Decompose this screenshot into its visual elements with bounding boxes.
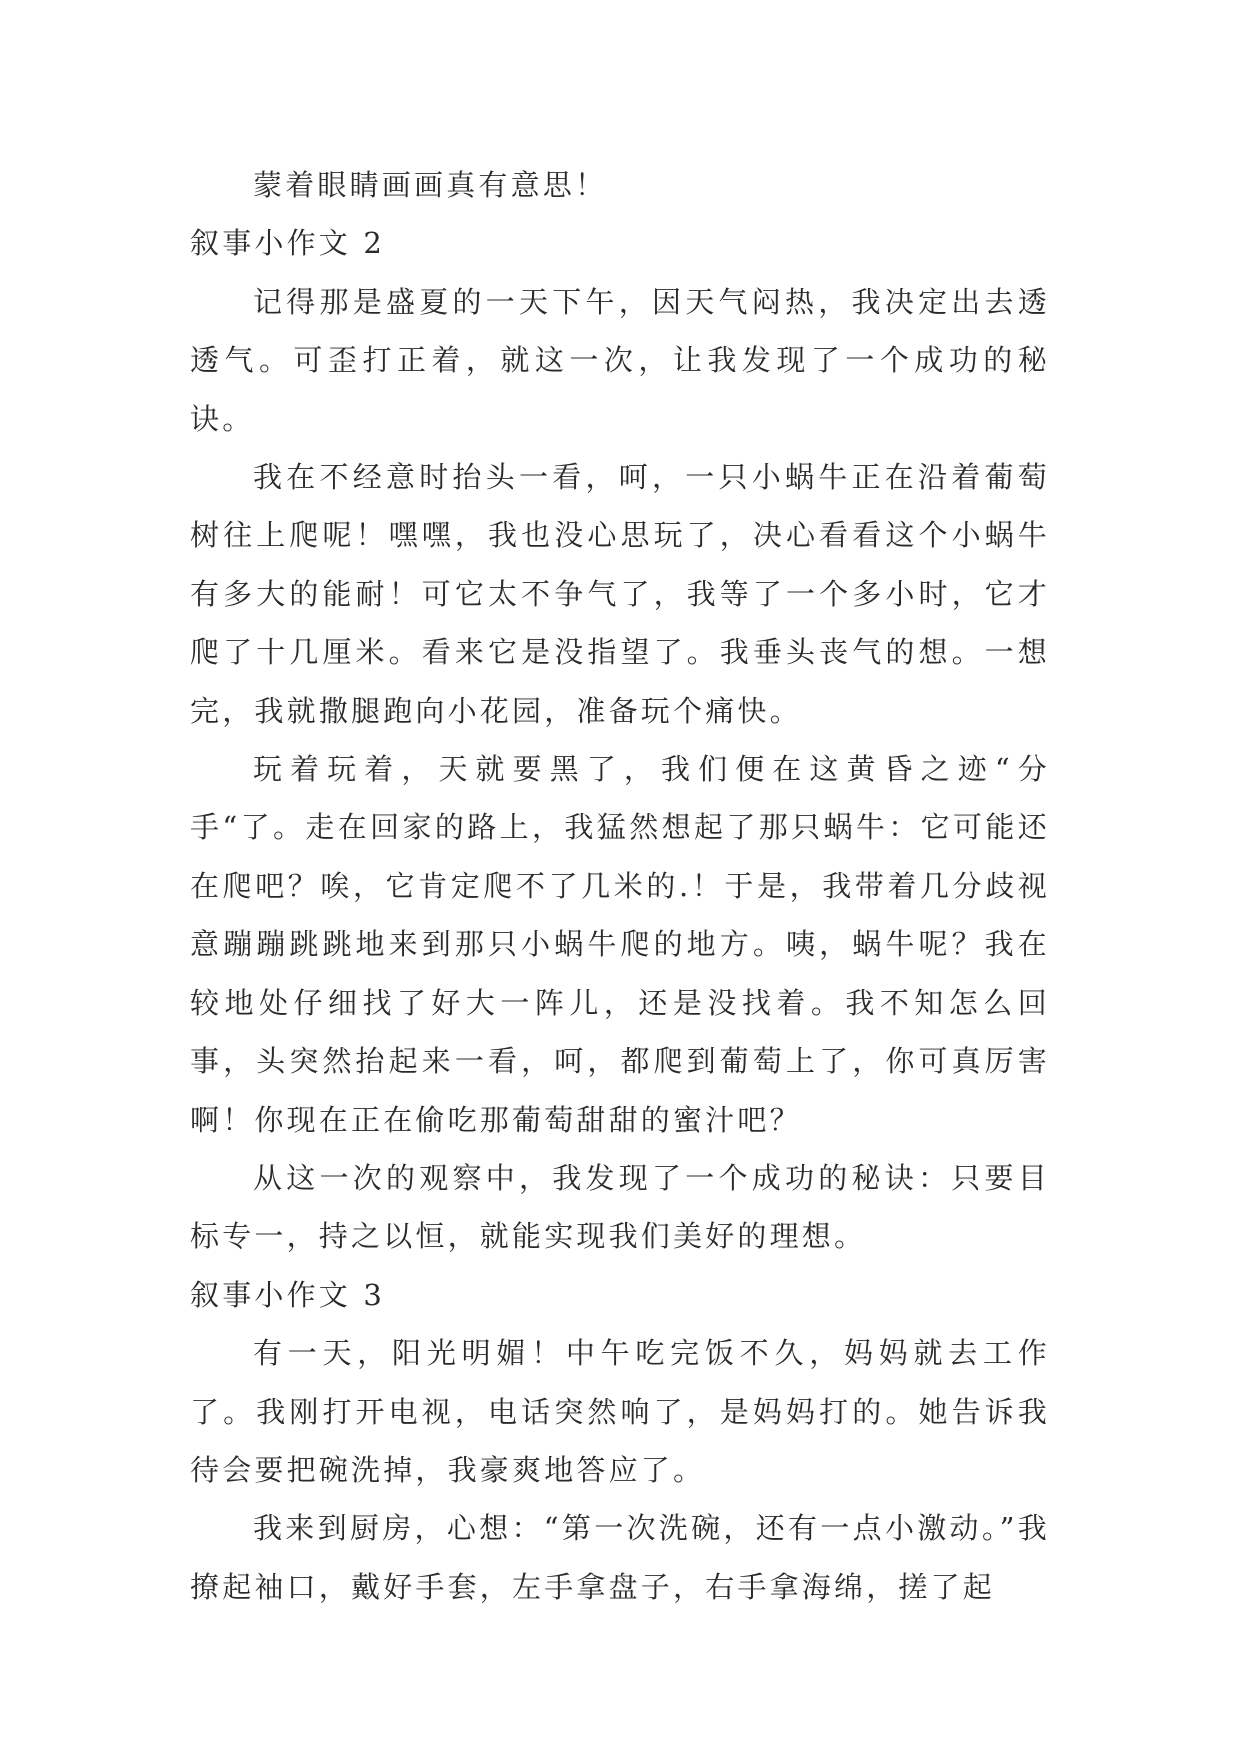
paragraph: 蒙着眼睛画画真有意思！ [253, 168, 608, 202]
paragraph: 记得那是盛夏的一天下午，因天气闷热，我决定出去透透气。可歪打正着，就这一次，让我发现了一个成功的秘诀。 [190, 284, 1050, 436]
document-body [190, 156, 1050, 1616]
paragraph: 有一天，阳光明媚！中午吃完饭不久，妈妈就去工作了。我刚打开电视，电话突然响了，是妈妈打的。她告诉我待会要把碗洗掉，我豪爽地答应了。 [190, 1336, 1050, 1487]
section-heading: 叙事小作文 2 [190, 226, 386, 261]
paragraph: 我来到厨房，心想：“第一次洗碗，还有一点小激动。”我撩起袖口，戴好手套，左手拿盘子，右手拿海绵，搓了起 [190, 1511, 1050, 1604]
paragraph: 从这一次的观察中，我发现了一个成功的秘诀：只要目标专一，持之以恒，就能实现我们美好的理想。 [190, 1160, 1050, 1254]
paragraph: 我在不经意时抬头一看，呵，一只小蜗牛正在沿着葡萄树往上爬呢！嘿嘿，我也没心思玩了，决心看看这个小蜗牛有多大的能耐！可它太不争气了，我等了一个多小时，它才爬了十几厘米。看来它是没指望了。我垂头丧气的想。一想完，我就撒腿跑向小花园，准备玩个痛快。 [190, 460, 1050, 728]
section-heading: 叙事小作文 3 [190, 1277, 386, 1312]
paragraph: 玩着玩着，天就要黑了，我们便在这黄昏之迹“分手“了。走在回家的路上，我猛然想起了那只蜗牛：它可能还在爬吧？唉，它肯定爬不了几米的.！于是，我带着几分歧视意蹦蹦跳跳地来到那只小蜗牛爬的地方。咦，蜗牛呢？我在较地处仔细找了好大一阵儿，还是没找着。我不知怎么回事，头突然抬起来一看，呵，都爬到葡萄上了，你可真厉害啊！你现在正在偷吃那葡萄甜甜的蜜汁吧？ [190, 752, 1050, 1137]
